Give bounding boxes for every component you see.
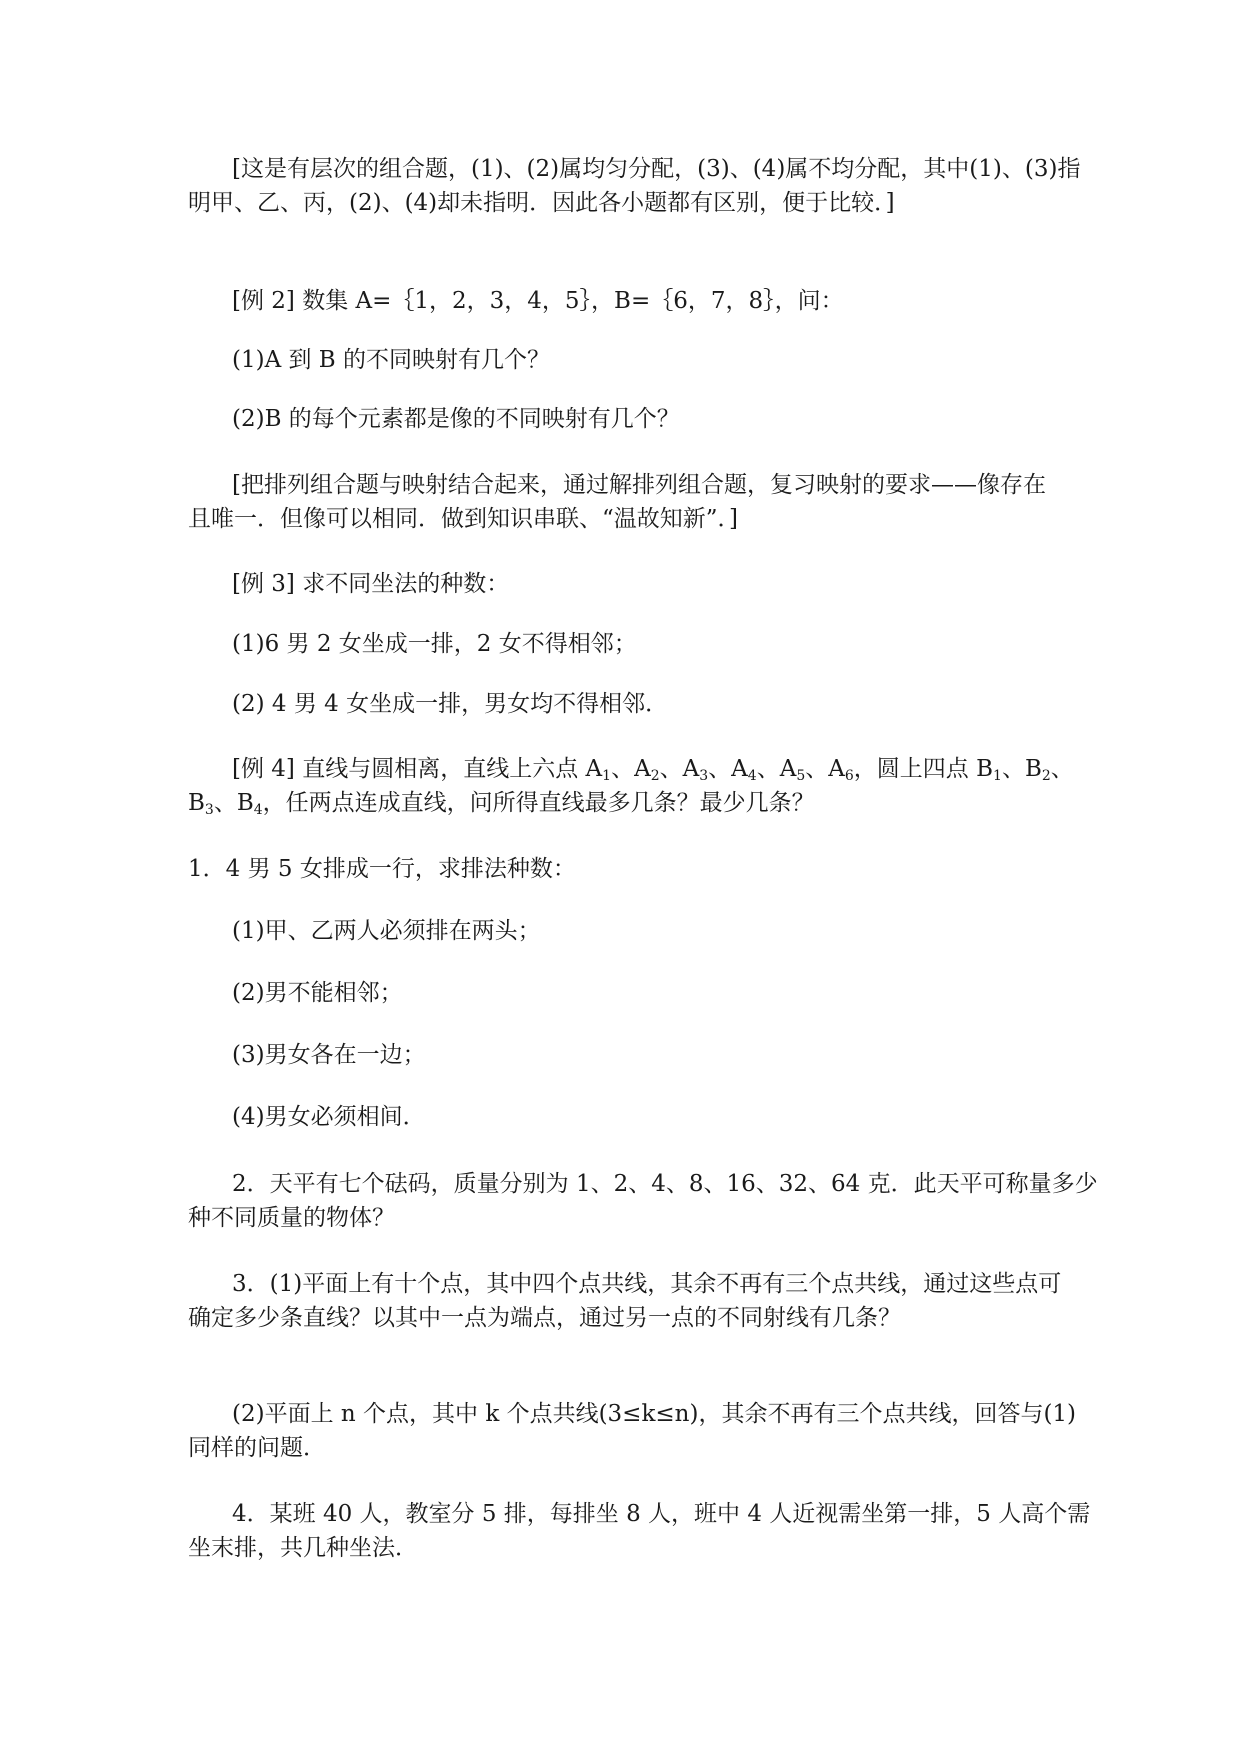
problem1-item4: (4)男女必须相间． bbox=[232, 1104, 426, 1130]
problem1-item2: (2)男不能相邻； bbox=[232, 980, 403, 1006]
example3-stem: [例 3] 求不同坐法的种数： bbox=[232, 571, 510, 597]
note2-line1: [把排列组合题与映射结合起来，通过解排列组合题，复习映射的要求——像存在 bbox=[232, 472, 1046, 498]
problem1-stem: 1．4 男 5 女排成一行，求排法种数： bbox=[188, 856, 576, 882]
note1-line2: 明甲、乙、丙，(2)、(4)却未指明．因此各小题都有区别，便于比较．] bbox=[188, 190, 895, 216]
problem1-item1: (1)甲、乙两人必须排在两头； bbox=[232, 918, 541, 944]
note2-line2: 且唯一．但像可以相同．做到知识串联、“温故知新”．] bbox=[188, 506, 738, 532]
example3-question2: (2) 4 男 4 女坐成一排，男女均不得相邻． bbox=[232, 691, 669, 717]
problem3-line2: 确定多少条直线？以其中一点为端点，通过另一点的不同射线有几条？ bbox=[188, 1305, 901, 1331]
example4-line1: [例 4] 直线与圆相离，直线上六点 $A_1$、$A_2$、$A_3$、$A_4$、$A_5$、$A_6$，圆上四点 $B_1$、$B_2$、 bbox=[232, 756, 1074, 784]
problem3-line1: 3．(1)平面上有十个点，其中四个点共线，其余不再有三个点共线，通过这些点可 bbox=[232, 1271, 1062, 1297]
problem4-line2: 坐末排，共几种坐法． bbox=[188, 1535, 418, 1561]
problem4-line1: 4．某班 40 人，教室分 5 排，每排坐 8 人，班中 4 人近视需坐第一排，5 人高个需 bbox=[232, 1501, 1091, 1527]
problem1-item3: (3)男女各在一边； bbox=[232, 1042, 426, 1068]
example2-question1: (1)A 到 B 的不同映射有几个？ bbox=[232, 347, 551, 373]
example4-line2: $B_3$、$B_4$，任两点连成直线，问所得直线最多几条？最少几条？ bbox=[188, 790, 815, 818]
example4-prefix: [例 4] 直线与圆相离，直线上六点 bbox=[232, 756, 586, 782]
example3-question1: (1)6 男 2 女坐成一排，2 女不得相邻； bbox=[232, 631, 637, 657]
problem2-line1: 2．天平有七个砝码，质量分别为 1、2、4、8、16、32、64 克．此天平可称量多少 bbox=[232, 1171, 1098, 1197]
problem3-part2-line1: (2)平面上 n 个点，其中 k 个点共线(3≤k≤n)，其余不再有三个点共线，回答与(1) bbox=[232, 1401, 1077, 1427]
example2-stem: [例 2] 数集 A=｛1，2，3，4，5｝，B=｛6，7，8｝，问： bbox=[232, 288, 844, 314]
example2-question2: (2)B 的每个元素都是像的不同映射有几个？ bbox=[232, 406, 680, 432]
note1-line1: [这是有层次的组合题，(1)、(2)属均匀分配，(3)、(4)属不均分配，其中(1)、(3)指 bbox=[232, 156, 1081, 182]
example4-suffix: ，任两点连成直线，问所得直线最多几条？最少几条？ bbox=[262, 790, 815, 816]
example4-middle: ，圆上四点 bbox=[853, 756, 977, 782]
problem2-line2: 种不同质量的物体？ bbox=[188, 1205, 395, 1231]
problem3-part2-line2: 同样的问题． bbox=[188, 1435, 326, 1461]
